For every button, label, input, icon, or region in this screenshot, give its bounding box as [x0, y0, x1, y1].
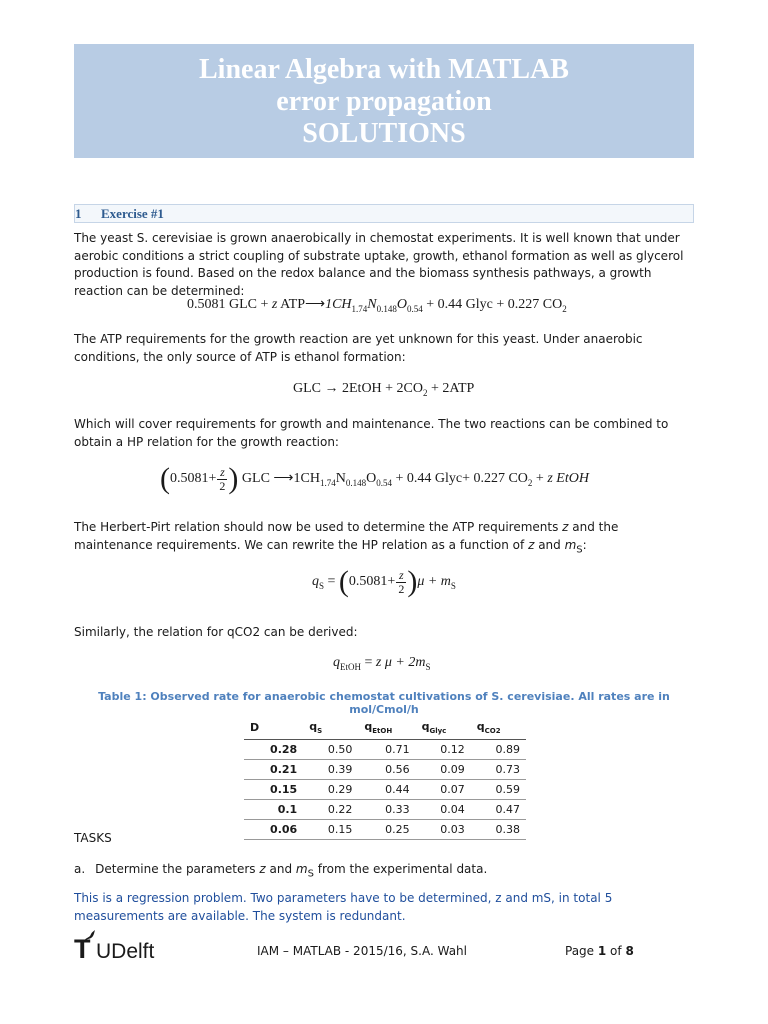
- eq3-plus: +: [532, 471, 548, 487]
- cell-qs: 0.22: [303, 800, 358, 820]
- herbert-pirt-paragraph: [74, 519, 694, 558]
- eq5-z: z: [375, 655, 382, 670]
- tasks-heading: TASKS: [74, 831, 112, 845]
- eq3-frac-bot: 2: [219, 478, 226, 493]
- header-qs-label: q: [309, 720, 318, 733]
- eq3-arrow: ⟶: [273, 471, 294, 487]
- page-indicator: [565, 944, 634, 958]
- eq2-sub: 2: [423, 387, 428, 398]
- eq3-o-sub: 0.54: [376, 478, 392, 489]
- table-row: [244, 780, 526, 800]
- page-label: Page: [565, 944, 598, 958]
- eq3-h-sub: 1.74: [319, 478, 336, 489]
- section-heading: [74, 204, 694, 223]
- cell-qco2: 0.59: [471, 780, 526, 800]
- eq1-c: 1C: [325, 297, 342, 312]
- cell-qco2: 0.47: [471, 800, 526, 820]
- hp-text-z: z: [562, 520, 569, 534]
- cell-qglyc: 0.09: [416, 760, 471, 780]
- eq2-text: GLC → 2EtOH + 2CO: [293, 381, 424, 396]
- header-qs: [303, 718, 358, 740]
- cell-d: 0.06: [244, 820, 303, 840]
- cell-qco2: 0.38: [471, 820, 526, 840]
- task-a-text-1: Determine the parameters: [95, 862, 260, 876]
- section-number: 1: [75, 206, 82, 221]
- eq1-atp: ATP: [277, 297, 305, 312]
- tudelft-logo: [74, 930, 164, 966]
- eq4-num: 0.5081+: [348, 574, 396, 590]
- cell-qetoh: 0.71: [358, 740, 415, 760]
- table-header-row: [244, 718, 526, 740]
- eq3-co2-sub: 2: [527, 478, 533, 489]
- cell-qglyc: 0.04: [416, 800, 471, 820]
- header-qs-sub: S: [317, 727, 323, 736]
- eq3-z: z: [547, 471, 553, 487]
- combine-paragraph: Which will cover requirements for growth and maintenance. The two reactions can be combined to obtain a HP relation for the growth reaction:: [74, 417, 669, 449]
- eq1-co2-sub: 2: [562, 303, 567, 314]
- header-qco2-sub: CO2: [484, 727, 501, 736]
- section-title: Exercise #1: [101, 206, 164, 221]
- eq3-fraction: [217, 466, 227, 493]
- cell-qco2: 0.89: [471, 740, 526, 760]
- eq1-n-sub: 0.148: [376, 303, 397, 314]
- hp-text-ms-sub: S: [576, 543, 583, 555]
- eq4-mu: μ + m: [417, 574, 451, 590]
- cell-qetoh: 0.25: [358, 820, 415, 840]
- table-row: [244, 760, 526, 780]
- eq3-etoh: EtOH: [552, 471, 589, 487]
- hp-text-d: :: [582, 537, 587, 552]
- task-a-text-3: from the experimental data.: [313, 862, 488, 876]
- page-total: 8: [625, 944, 634, 958]
- hp-text-c: and: [534, 537, 565, 552]
- header-qetoh-sub: EtOH: [372, 727, 393, 736]
- cell-qco2: 0.73: [471, 760, 526, 780]
- answer-paragraph: This is a regression problem. Two parameters have to be determined, z and mS, in total 5 measurements are available. The system is redundant.: [74, 891, 613, 923]
- similarly-paragraph: Similarly, the relation for qCO2 can be derived:: [74, 625, 358, 639]
- eq3-rest: + 0.44 Glyc+ 0.227 CO: [391, 471, 528, 487]
- page-number: 1: [597, 944, 607, 958]
- task-a-ms: m: [295, 862, 308, 876]
- task-a-text-2: and: [265, 862, 296, 876]
- eq3-open-paren: (: [160, 462, 170, 495]
- header-qetoh-label: q: [364, 720, 373, 733]
- growth-reaction-equation: [187, 296, 567, 314]
- qetoh-equation: [333, 655, 430, 672]
- cell-qglyc: 0.07: [416, 780, 471, 800]
- eq3-h: H: [309, 471, 320, 487]
- eq3-glc: GLC: [238, 471, 274, 487]
- cell-qs: 0.39: [303, 760, 358, 780]
- cell-qetoh: 0.56: [358, 760, 415, 780]
- cell-d: 0.21: [244, 760, 303, 780]
- hp-text-b: and the maintenance requirements. We can rewrite the HP relation as a function of: [74, 520, 619, 552]
- atp-paragraph: The ATP requirements for the growth reaction are yet unknown for this yeast. Under anaerobic conditions, the only source of ATP is ethanol formation:: [74, 332, 643, 364]
- title-banner: [74, 44, 694, 158]
- intro-paragraph: The yeast S. cerevisiae is grown anaerobically in chemostat experiments. It is well known that under aerobic conditions a strict coupling of substrate uptake, growth, ethanol formation as well as glycerol production is found. Based on the redox balance and the biomass synthesis pathways, a growth reaction can be determined:: [74, 231, 684, 298]
- eq2-tail: + 2ATP: [427, 381, 475, 396]
- logo-text: UDelft: [96, 940, 155, 963]
- eq3-n: N: [335, 471, 346, 487]
- table-row: [244, 800, 526, 820]
- eq1-o: O: [396, 297, 407, 312]
- eq4-open-paren: (: [338, 565, 349, 598]
- qs-equation: [312, 565, 456, 599]
- cell-qetoh: 0.44: [358, 780, 415, 800]
- task-a-z: z: [259, 862, 266, 876]
- eq1-n: N: [367, 297, 377, 312]
- eq4-q-sub: S: [319, 581, 325, 592]
- cell-d: 0.1: [244, 800, 303, 820]
- footer-center: IAM – MATLAB - 2015/16, S.A. Wahl: [257, 944, 467, 958]
- cell-qetoh: 0.33: [358, 800, 415, 820]
- eq5-q-sub: EtOH: [340, 661, 361, 672]
- eq5-mu: μ + 2m: [381, 655, 426, 670]
- eq4-q: q: [312, 574, 319, 590]
- table-row: [244, 740, 526, 760]
- page-of: of: [606, 944, 626, 958]
- header-qglyc-sub: Glyc: [429, 727, 447, 736]
- cell-qs: 0.50: [303, 740, 358, 760]
- eq4-eq: =: [324, 574, 339, 590]
- logo-letter-t: T: [74, 934, 91, 964]
- cell-d: 0.28: [244, 740, 303, 760]
- cell-qglyc: 0.03: [416, 820, 471, 840]
- header-d: [244, 718, 303, 740]
- cell-qs: 0.15: [303, 820, 358, 840]
- header-qetoh: [358, 718, 415, 740]
- cell-qs: 0.29: [303, 780, 358, 800]
- task-a-ms-sub: S: [307, 868, 314, 880]
- hp-text-a: The Herbert-Pirt relation should now be used to determine the ATP requirements: [74, 520, 563, 534]
- header-qglyc-label: q: [421, 720, 430, 733]
- eq1-rest: + 0.44 Glyc + 0.227 CO: [422, 297, 563, 312]
- eq5-q: q: [333, 655, 340, 670]
- eq3-close-paren: ): [228, 462, 239, 495]
- hp-relation-equation: [160, 462, 589, 496]
- title-line-1: Linear Algebra with MATLAB: [199, 54, 569, 85]
- eq3-c: 1C: [293, 471, 310, 487]
- cell-d: 0.15: [244, 780, 303, 800]
- eq3-o: O: [366, 471, 377, 487]
- eq5-m-sub: S: [425, 661, 431, 672]
- eq1-h-sub: 1.74: [351, 303, 368, 314]
- rates-table: [244, 718, 526, 840]
- eq4-m-sub: S: [450, 581, 456, 592]
- eq3-num: 0.5081+: [170, 471, 217, 487]
- hp-text-z2: z: [528, 537, 535, 552]
- header-qglyc: [416, 718, 471, 740]
- eq3-n-sub: 0.148: [345, 478, 367, 489]
- eq4-fraction: [396, 569, 406, 596]
- header-qco2-label: q: [476, 720, 485, 733]
- eq1-z: z: [271, 297, 278, 312]
- eq4-frac-top: z: [396, 569, 406, 583]
- title-line-2: error propagation: [276, 86, 492, 117]
- eq1-arrow: ⟶: [304, 297, 326, 312]
- eq4-frac-bot: 2: [398, 581, 405, 596]
- task-a-label: a.: [74, 862, 86, 876]
- cell-qglyc: 0.12: [416, 740, 471, 760]
- header-d-label: D: [250, 721, 260, 735]
- task-a: [74, 861, 694, 883]
- eq5-eq: =: [361, 655, 376, 670]
- hp-text-ms: m: [564, 537, 577, 552]
- title-line-3: SOLUTIONS: [302, 118, 466, 149]
- eq4-close-paren: ): [407, 565, 418, 598]
- eq1-lhs: 0.5081 GLC +: [187, 297, 272, 312]
- eq1-o-sub: 0.54: [407, 303, 423, 314]
- eq3-frac-top: z: [217, 466, 227, 480]
- eq1-h: H: [341, 297, 352, 312]
- table-caption: Table 1: Observed rate for anaerobic chemostat cultivations of S. cerevisiae. All rates are in mol/Cmol/h: [98, 690, 670, 716]
- header-qco2: [471, 718, 526, 740]
- ethanol-reaction-equation: [293, 381, 474, 398]
